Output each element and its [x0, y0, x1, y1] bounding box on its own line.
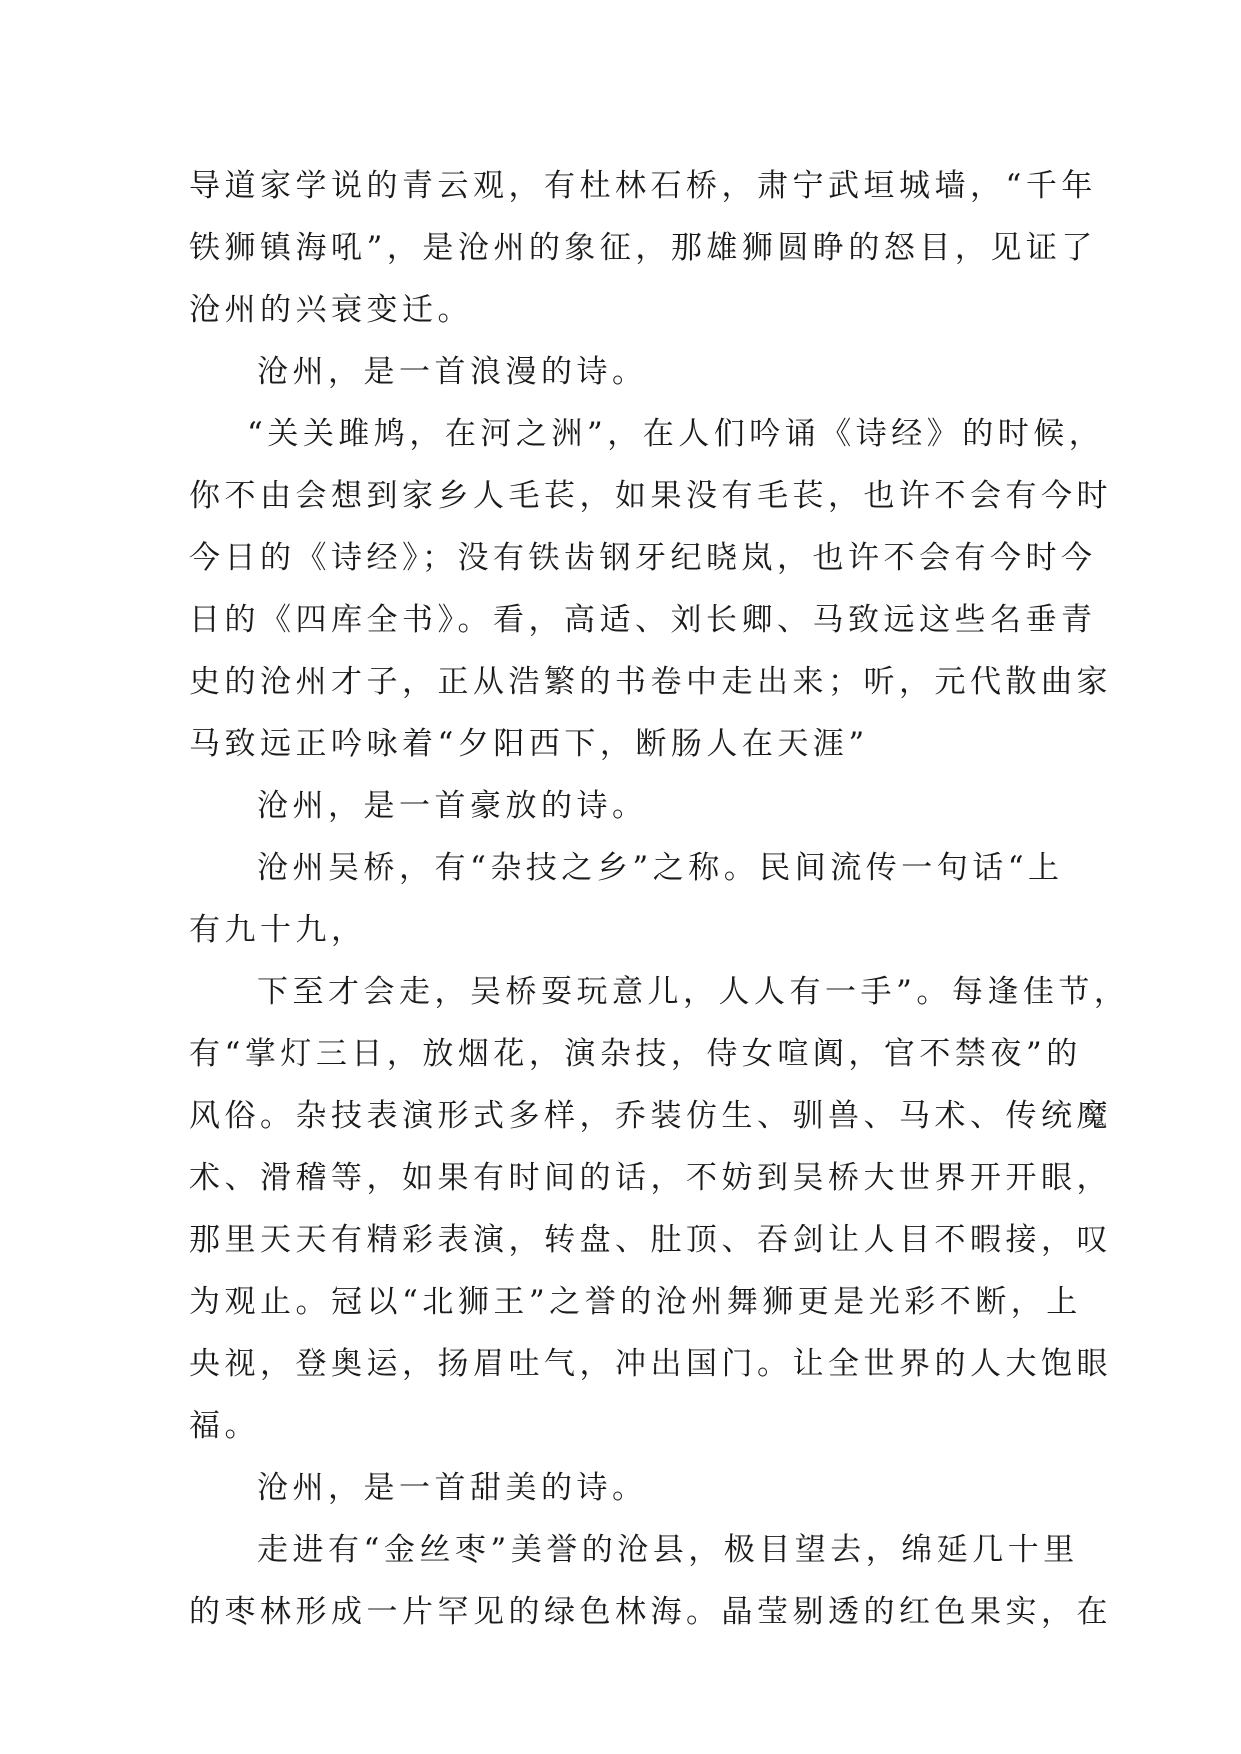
- section-heading-romantic: 沧州，是一首浪漫的诗。: [257, 354, 648, 390]
- text-line: 那里天天有精彩表演，转盘、肚顶、吞剑让人目不暇接，叹: [189, 1222, 1112, 1258]
- text-line: 沧州吴桥，有“杂技之乡”之称。民间流传一句话“上: [257, 850, 1064, 886]
- article-body: [189, 155, 1130, 1643]
- text-line: 马致远正吟咏着“夕阳西下，断肠人在天涯”: [189, 726, 869, 762]
- text-line: 央视，登奥运，扬眉吐气，冲出国门。让全世界的人大饱眼: [189, 1346, 1112, 1382]
- section-heading-bold: 沧州，是一首豪放的诗。: [257, 788, 648, 824]
- text-line: 日的《四库全书》。看，高适、刘长卿、马致远这些名垂青: [189, 602, 1097, 638]
- text-line: 你不由会想到家乡人毛苌，如果没有毛苌，也许不会有今时: [189, 478, 1112, 514]
- text-line: 沧州的兴衰变迁。: [189, 292, 473, 328]
- text-line: 的枣林形成一片罕见的绿色林海。晶莹剔透的红色果实，在: [189, 1594, 1112, 1630]
- text-line: 为观止。冠以“北狮王”之誉的沧州舞狮更是光彩不断，上: [189, 1284, 1082, 1320]
- text-line: 下至才会走，吴桥耍玩意儿，人人有一手”。每逢佳节，: [257, 974, 1130, 1010]
- section-heading-sweet: 沧州，是一首甜美的诗。: [257, 1470, 648, 1506]
- text-line: 走进有“金丝枣”美誉的沧县，极目望去，绵延几十里: [257, 1532, 1079, 1568]
- text-line: 导道家学说的青云观，有杜林石桥，肃宁武垣城墙，“千年: [189, 168, 1097, 204]
- text-line: 今日的《诗经》；没有铁齿钢牙纪晓岚，也许不会有今时今: [189, 540, 1097, 576]
- text-line: 有九十九，: [189, 912, 367, 948]
- text-line: 史的沧州才子，正从浩繁的书卷中走出来；听，元代散曲家: [189, 664, 1112, 700]
- text-line: “关关雎鸠，在河之洲”，在人们吟诵《诗经》的时候，: [247, 416, 1105, 452]
- text-line: 有“掌灯三日，放烟花，演杂技，侍女喧阗，官不禁夜”的: [189, 1036, 1082, 1072]
- text-line: 铁狮镇海吼”，是沧州的象征，那雄狮圆睁的怒目，见证了: [189, 230, 1097, 266]
- text-line: 风俗。杂技表演形式多样，乔装仿生、驯兽、马术、传统魔: [189, 1098, 1112, 1134]
- text-line: 福。: [189, 1408, 260, 1444]
- text-line: 术、滑稽等，如果有时间的话，不妨到吴桥大世界开开眼，: [189, 1160, 1112, 1196]
